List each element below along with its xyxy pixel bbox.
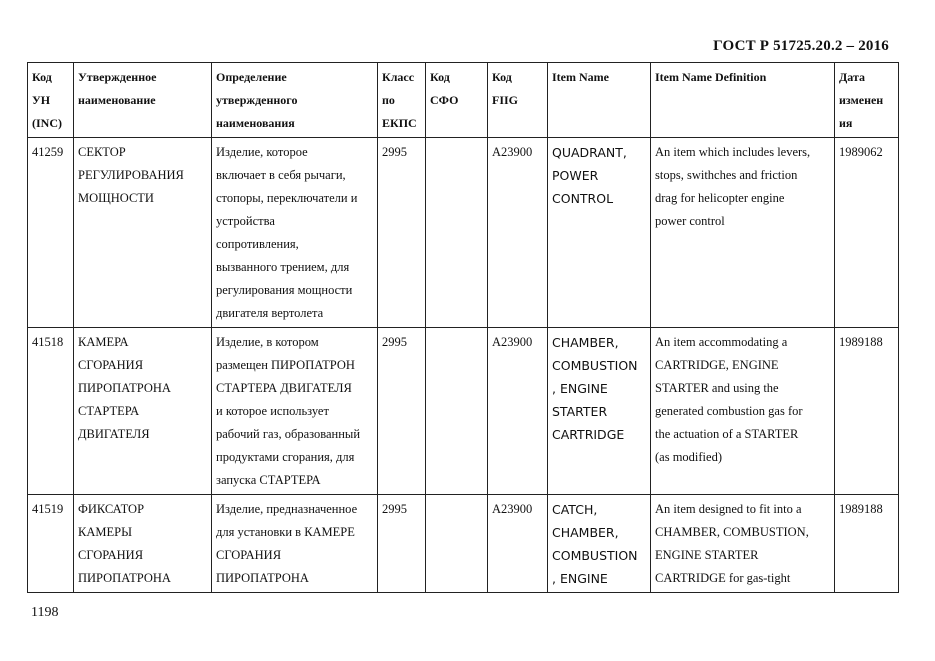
item-definition-cell-line: An item designed to fit into a <box>655 502 802 516</box>
approved-name-cell-line: ДВИГАТЕЛЯ <box>78 427 150 441</box>
definition-cell-line: размещен ПИРОПАТРОН <box>216 358 355 372</box>
definition-cell-line: стопоры, переключатели и <box>216 191 358 205</box>
header-change-date: Дата изменен ия <box>835 63 899 138</box>
class-cell-line: 2995 <box>382 335 407 349</box>
item-name-cell-line: CATCH, <box>552 502 598 517</box>
table-row <box>28 138 899 328</box>
item-definition-cell <box>651 495 835 593</box>
table-row <box>28 495 899 593</box>
fiig-cell <box>488 138 548 328</box>
item-definition-cell-line: (as modified) <box>655 450 722 464</box>
definition-cell-line: сопротивления, <box>216 237 299 251</box>
class-cell <box>378 495 426 593</box>
item-definition-cell <box>651 138 835 328</box>
change-date-cell-line: 1989062 <box>839 145 883 159</box>
inc-cell-line: 41519 <box>32 502 64 516</box>
item-name-cell-line: CHAMBER, <box>552 335 619 350</box>
approved-name-cell-line: СТАРТЕРА <box>78 404 140 418</box>
definition-cell-line: вызванного трением, для <box>216 260 350 274</box>
item-name-cell-line: , ENGINE <box>552 381 608 396</box>
definition-cell-line: СТАРТЕРА ДВИГАТЕЛЯ <box>216 381 352 395</box>
change-date-cell-line: 1989188 <box>839 335 883 349</box>
definition-cell-line: двигателя вертолета <box>216 306 324 320</box>
item-name-cell-line: COMBUSTION <box>552 548 638 563</box>
approved-name-cell-line: ПИРОПАТРОНА <box>78 571 171 585</box>
definition-cell-line: Изделие, которое <box>216 145 308 159</box>
fiig-cell <box>488 495 548 593</box>
approved-name-cell-line: СГОРАНИЯ <box>78 548 144 562</box>
item-definition-cell-line: CARTRIDGE for gas-tight <box>655 571 791 585</box>
definition-cell-line: Изделие, предназначенное <box>216 502 358 516</box>
approved-name-cell-line: РЕГУЛИРОВАНИЯ <box>78 168 184 182</box>
item-name-cell-line: QUADRANT, <box>552 145 627 160</box>
item-definition-cell-line: the actuation of a STARTER <box>655 427 799 441</box>
definition-cell <box>212 328 378 495</box>
item-definition-cell-line: An item which includes levers, <box>655 145 811 159</box>
approved-name-cell-line: ФИКСАТОР <box>78 502 145 516</box>
item-definition-cell-line: drag for helicopter engine <box>655 191 785 205</box>
item-name-cell-line: COMBUSTION <box>552 358 638 373</box>
header-sfo: Код СФО <box>426 63 488 138</box>
sfo-cell <box>426 495 488 593</box>
item-name-cell-line: CHAMBER, <box>552 525 619 540</box>
inc-cell <box>28 138 74 328</box>
header-item-name-definition: Item Name Definition <box>651 63 835 138</box>
page-number: 1198 <box>31 605 59 620</box>
approved-name-cell-line: ПИРОПАТРОНА <box>78 381 171 395</box>
definition-cell <box>212 495 378 593</box>
table-row <box>28 328 899 495</box>
definition-cell-line: запуска СТАРТЕРА <box>216 473 321 487</box>
fiig-cell <box>488 328 548 495</box>
item-name-cell-line: , ENGINE <box>552 571 608 586</box>
item-name-cell <box>548 328 651 495</box>
header-class: Класс по ЕКПС <box>378 63 426 138</box>
header-fiig: Код FIIG <box>488 63 548 138</box>
definition-cell-line: продуктами сгорания, для <box>216 450 355 464</box>
header-item-name: Item Name <box>548 63 651 138</box>
definition-cell-line: Изделие, в котором <box>216 335 319 349</box>
change-date-cell <box>835 138 899 328</box>
class-cell <box>378 328 426 495</box>
item-definition-cell-line: ENGINE STARTER <box>655 548 759 562</box>
item-definition-cell <box>651 328 835 495</box>
definition-cell-line: устройства <box>216 214 275 228</box>
approved-name-cell <box>74 328 212 495</box>
item-name-cell-line: CARTRIDGE <box>552 427 625 442</box>
item-definition-cell-line: CHAMBER, COMBUSTION, <box>655 525 809 539</box>
item-definition-cell-line: An item accommodating a <box>655 335 788 349</box>
fiig-cell-line: A23900 <box>492 335 533 349</box>
inc-cell-line: 41259 <box>32 145 64 159</box>
item-definition-cell-line: STARTER and using the <box>655 381 779 395</box>
approved-name-cell <box>74 495 212 593</box>
standard-header: ГОСТ Р 51725.20.2 – 2016 <box>713 38 889 54</box>
approved-name-cell <box>74 138 212 328</box>
approved-name-cell-line: СЕКТОР <box>78 145 126 159</box>
item-name-cell-line: STARTER <box>552 404 608 419</box>
sfo-cell <box>426 328 488 495</box>
approved-name-cell-line: КАМЕРЫ <box>78 525 132 539</box>
inc-cell-line: 41518 <box>32 335 64 349</box>
change-date-cell <box>835 495 899 593</box>
class-cell-line: 2995 <box>382 145 407 159</box>
header-definition: Определение утвержденного наименования <box>212 63 378 138</box>
definition-cell-line: рабочий газ, образованный <box>216 427 361 441</box>
class-cell <box>378 138 426 328</box>
change-date-cell-line: 1989188 <box>839 502 883 516</box>
catalog-table <box>27 62 899 593</box>
item-name-cell-line: POWER <box>552 168 599 183</box>
item-name-cell <box>548 495 651 593</box>
definition-cell-line: регулирования мощности <box>216 283 353 297</box>
change-date-cell <box>835 328 899 495</box>
approved-name-cell-line: СГОРАНИЯ <box>78 358 144 372</box>
header-approved-name: Утвержденное наименование <box>74 63 212 138</box>
item-name-cell <box>548 138 651 328</box>
fiig-cell-line: A23900 <box>492 145 533 159</box>
definition-cell <box>212 138 378 328</box>
class-cell-line: 2995 <box>382 502 407 516</box>
item-definition-cell-line: power control <box>655 214 725 228</box>
sfo-cell <box>426 138 488 328</box>
approved-name-cell-line: КАМЕРА <box>78 335 129 349</box>
item-name-cell-line: CONTROL <box>552 191 614 206</box>
fiig-cell-line: A23900 <box>492 502 533 516</box>
inc-cell <box>28 328 74 495</box>
inc-cell <box>28 495 74 593</box>
definition-cell-line: и которое использует <box>216 404 329 418</box>
definition-cell-line: СГОРАНИЯ <box>216 548 282 562</box>
table-body <box>28 138 899 593</box>
approved-name-cell-line: МОЩНОСТИ <box>78 191 154 205</box>
definition-cell-line: включает в себя рычаги, <box>216 168 346 182</box>
header-inc: Код УН (INC) <box>28 63 74 138</box>
definition-cell-line: ПИРОПАТРОНА <box>216 571 309 585</box>
definition-cell-line: для установки в КАМЕРЕ <box>216 525 355 539</box>
table-header-row <box>28 63 899 138</box>
item-definition-cell-line: generated combustion gas for <box>655 404 803 418</box>
item-definition-cell-line: CARTRIDGE, ENGINE <box>655 358 779 372</box>
item-definition-cell-line: stops, swithches and friction <box>655 168 798 182</box>
